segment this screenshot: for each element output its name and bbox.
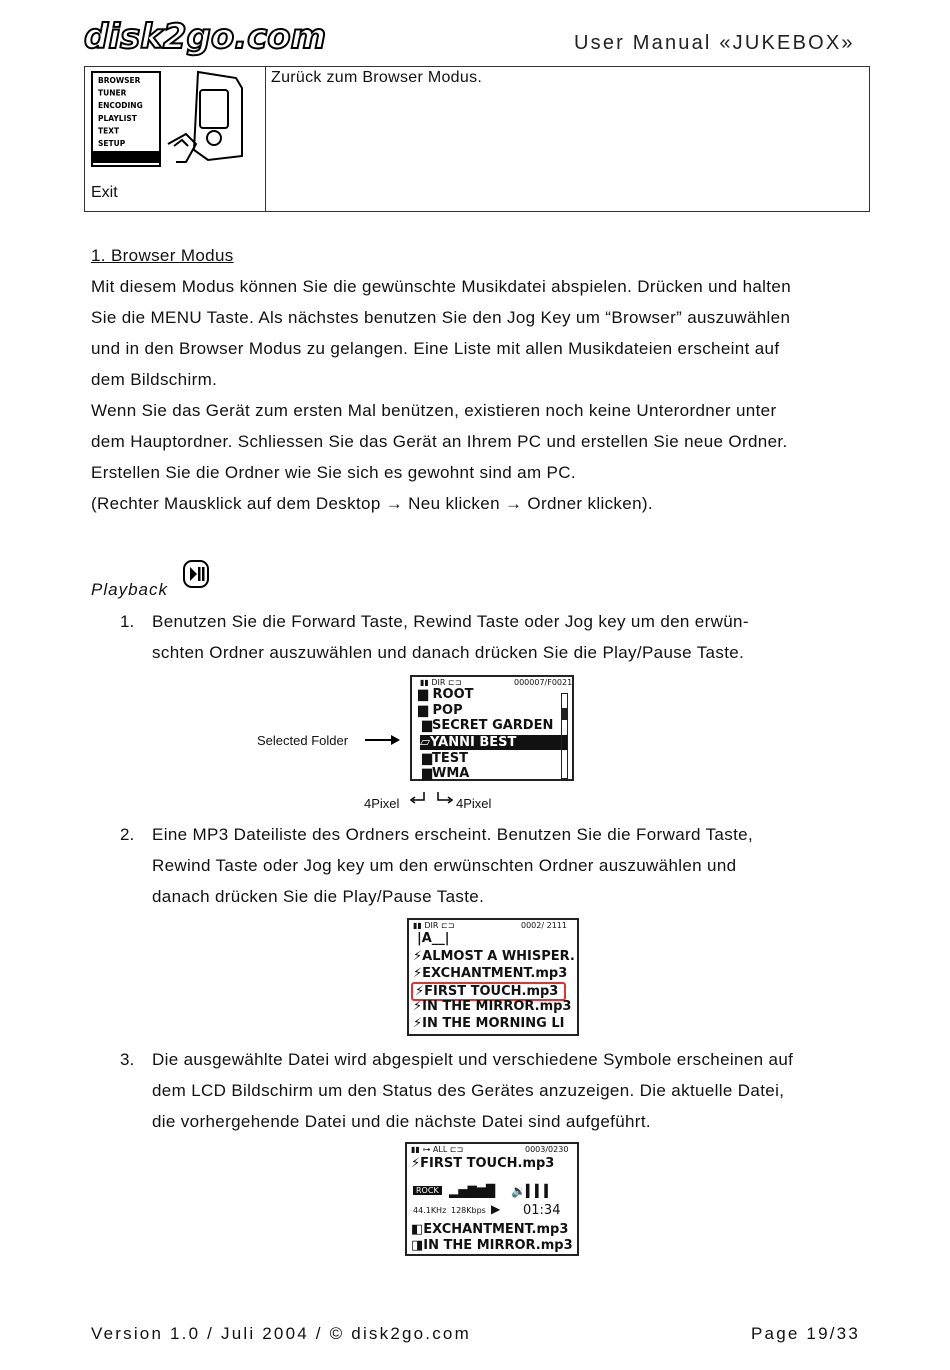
battery-icon: ▮▮ bbox=[413, 921, 422, 930]
step-line: die vorhergehende Datei und die nächste Datei sind aufgeführt. bbox=[152, 1112, 651, 1131]
lcd-file-list bbox=[407, 918, 579, 1036]
step-line: Eine MP3 Dateiliste des Ordners erscheint. Benutzen Sie die Forward Taste, bbox=[152, 825, 754, 844]
pixel-label: 4Pixel bbox=[364, 796, 400, 811]
bitrate: 128Kbps bbox=[451, 1206, 486, 1215]
playback-title: Playback bbox=[91, 580, 168, 599]
mp3-file-icon: ⚡ bbox=[413, 999, 423, 1014]
repeat-icon: ⊏⊐ bbox=[449, 1145, 464, 1154]
mp3-file-icon: ⚡ bbox=[415, 984, 425, 999]
folder-icon: ▆ bbox=[422, 751, 432, 766]
play-pause-icon bbox=[183, 560, 209, 588]
selected-folder-caption: Selected Folder bbox=[257, 733, 349, 748]
folder-row: WMA bbox=[432, 766, 470, 781]
highlighted-file-row: FIRST TOUCH.mp3 bbox=[424, 984, 559, 999]
folder-row: POP bbox=[432, 703, 463, 718]
folder-row: ROOT bbox=[432, 687, 474, 702]
elapsed-time: 01:34 bbox=[523, 1203, 561, 1218]
file-row: EXCHANTMENT.mp3 bbox=[422, 966, 568, 981]
exit-description: Zurück zum Browser Modus. bbox=[271, 69, 483, 86]
next-track: IN THE MIRROR.mp3 bbox=[423, 1238, 573, 1253]
step-line: Die ausgewählte Datei wird abgespielt und verschiedene Symbole erscheinen auf bbox=[152, 1050, 794, 1069]
section-line: Mit diesem Modus können Sie die gewünschte Musikdatei abspielen. Drücken und halten bbox=[91, 277, 791, 296]
current-track: FIRST TOUCH.mp3 bbox=[420, 1156, 555, 1171]
section-line: dem Hauptordner. Schliessen Sie das Gerät an Ihrem PC und erstellen Sie neue Ordner. bbox=[91, 432, 788, 451]
lcd-folder-browser bbox=[410, 675, 574, 781]
section-line: (Rechter Mausklick auf dem Desktop → Neu klicken → Ordner klicken). bbox=[91, 494, 653, 513]
section-line: und in den Browser Modus zu gelangen. Eine Liste mit allen Musikdateien erscheint auf bbox=[91, 339, 780, 358]
folder-icon: ▆ bbox=[418, 687, 428, 702]
status-dir: DIR bbox=[424, 921, 439, 930]
step-number: 2. bbox=[120, 825, 135, 844]
mp3-file-icon: ⚡ bbox=[413, 949, 423, 964]
status-counter: 0002/ 2111 bbox=[521, 921, 567, 930]
next-track-icon: ◨ bbox=[411, 1238, 424, 1253]
step-number: 3. bbox=[120, 1050, 135, 1069]
volume-icon: 🔉▍▍▍ bbox=[511, 1184, 554, 1198]
repeat-icon: ⊏⊐ bbox=[447, 678, 462, 687]
status-dir: DIR bbox=[431, 678, 446, 687]
repeat-icon: ⊏⊐ bbox=[440, 921, 455, 930]
exit-label: Exit bbox=[91, 184, 118, 201]
section-line: dem Bildschirm. bbox=[91, 370, 218, 389]
menu-item-browser: BROWSER bbox=[98, 76, 141, 85]
menu-device-illustration bbox=[90, 70, 250, 168]
menu-item-tuner: TUNER bbox=[98, 88, 127, 98]
table-divider bbox=[265, 67, 266, 211]
step-number: 1. bbox=[120, 612, 135, 631]
eq-bars-icon: ▂▅▇▆█ bbox=[449, 1184, 496, 1198]
folder-icon: ▆ bbox=[422, 718, 432, 733]
menu-item-playlist: PLAYLIST bbox=[98, 113, 137, 123]
menu-item-setup: SETUP bbox=[98, 139, 126, 148]
step-line: danach drücken Sie die Play/Pause Taste. bbox=[152, 887, 485, 906]
lock-icon: ⊶ bbox=[422, 1145, 431, 1154]
file-row: IN THE MIRROR.mp3 bbox=[422, 999, 572, 1014]
mp3-file-icon: ⚡ bbox=[411, 1156, 421, 1171]
folder-icon: ▆ bbox=[422, 766, 432, 781]
prev-track-icon: ◧ bbox=[411, 1222, 424, 1237]
selected-folder-row: YANNI BEST bbox=[430, 735, 517, 750]
file-list-title: |A__| bbox=[417, 931, 450, 946]
footer-page-number: Page 19/33 bbox=[751, 1324, 860, 1343]
step-line: dem LCD Bildschirm um den Status des Gerätes anzuzeigen. Die aktuelle Datei, bbox=[152, 1081, 785, 1100]
section-line: Wenn Sie das Gerät zum ersten Mal benützen, existieren noch keine Unterordner unter bbox=[91, 401, 777, 420]
section-line: Erstellen Sie die Ordner wie Sie sich es gewohnt sind am PC. bbox=[91, 463, 576, 482]
scrollbar-thumb bbox=[562, 708, 567, 720]
menu-item-encoding: ENCODING bbox=[98, 101, 143, 111]
lcd-now-playing bbox=[405, 1142, 579, 1256]
manual-title: User Manual «JUKEBOX» bbox=[574, 32, 855, 54]
status-all: ALL bbox=[432, 1145, 448, 1154]
pixel-offset-arrows-icon bbox=[410, 790, 458, 808]
folder-row: TEST bbox=[432, 751, 468, 766]
section-line: Sie die MENU Taste. Als nächstes benutzen Sie den Jog Key um “Browser” auszuwählen bbox=[91, 308, 791, 327]
battery-icon: ▮▮ bbox=[411, 1145, 420, 1154]
sample-rate: 44.1KHz bbox=[413, 1206, 447, 1215]
play-state-icon: ▶ bbox=[491, 1202, 501, 1216]
pixel-label: 4Pixel bbox=[456, 796, 492, 811]
disk2go-logo bbox=[82, 10, 327, 57]
folder-row: SECRET GARDEN bbox=[432, 718, 554, 733]
step-line: Rewind Taste oder Jog key um den erwünschten Ordner auszuwählen und bbox=[152, 856, 737, 875]
menu-item-text: TEXT bbox=[98, 126, 120, 136]
scrollbar bbox=[561, 693, 568, 779]
step-line: Benutzen Sie die Forward Taste, Rewind Taste oder Jog key um den erwün- bbox=[152, 612, 749, 631]
status-counter: 000007/F0021 bbox=[514, 678, 573, 687]
step-line: schten Ordner auszuwählen und danach drücken Sie die Play/Pause Taste. bbox=[152, 643, 745, 662]
footer-version: Version 1.0 / Juli 2004 / © disk2go.com bbox=[91, 1324, 471, 1343]
logo-text: disk2go.com bbox=[84, 17, 327, 57]
section-heading: 1. Browser Modus bbox=[91, 246, 234, 265]
mp3-file-icon: ⚡ bbox=[413, 966, 423, 981]
battery-icon: ▮▮ bbox=[420, 678, 429, 687]
mp3-file-icon: ⚡ bbox=[413, 1016, 423, 1031]
previous-track: EXCHANTMENT.mp3 bbox=[423, 1222, 569, 1237]
file-row: ALMOST A WHISPER. bbox=[422, 949, 575, 964]
open-folder-icon: ▱ bbox=[420, 735, 430, 750]
folder-icon: ▆ bbox=[418, 703, 428, 718]
arrow-right-icon bbox=[365, 733, 401, 747]
status-counter: 0003/0230 bbox=[525, 1145, 569, 1154]
file-row: IN THE MORNING LI bbox=[422, 1016, 565, 1031]
eq-preset: ROCK bbox=[413, 1186, 442, 1195]
